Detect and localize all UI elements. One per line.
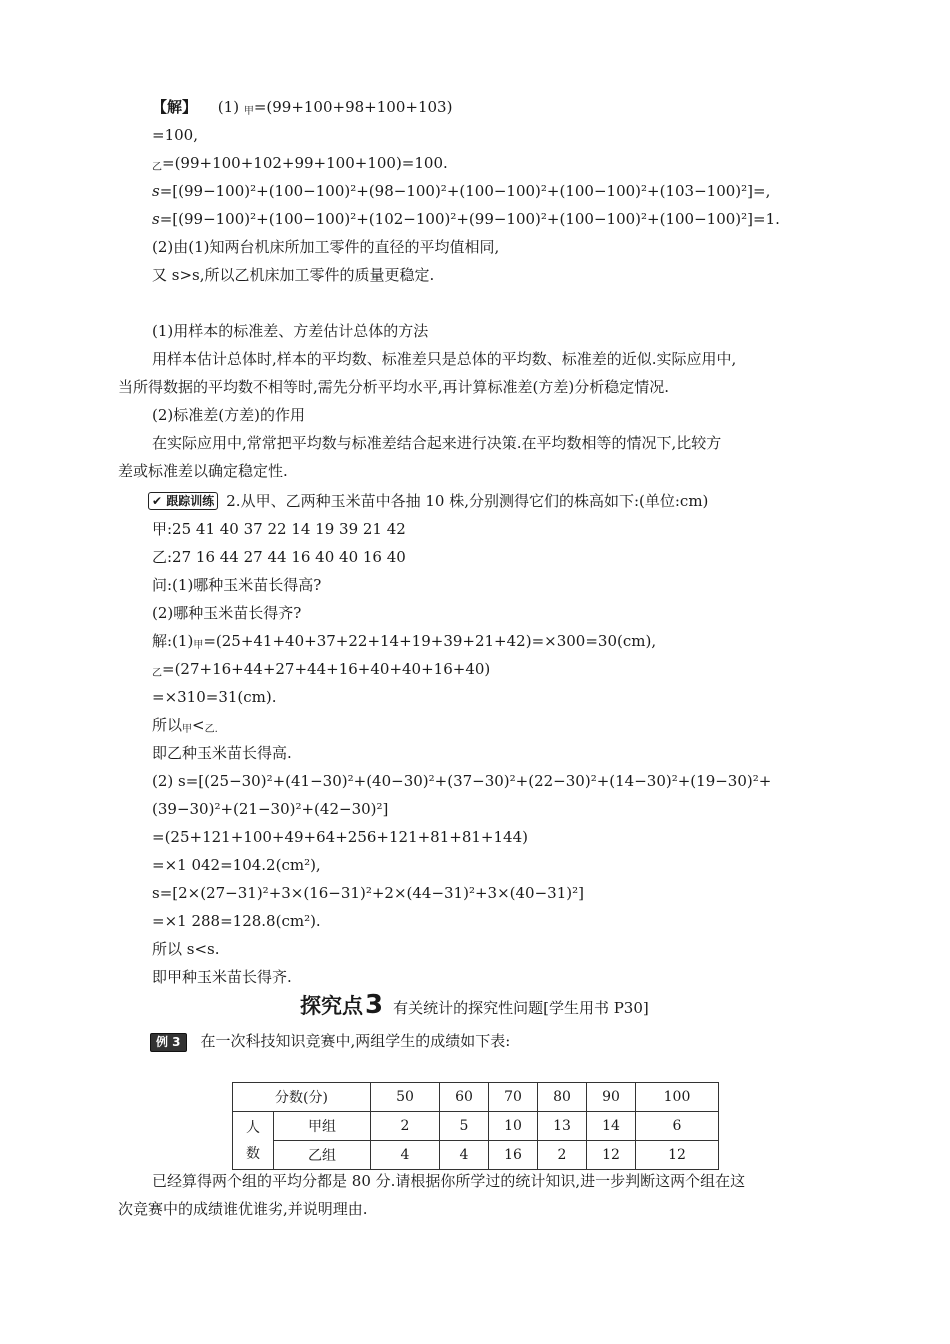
table-cell: 5 <box>440 1112 489 1141</box>
table-cell: 14 <box>587 1112 636 1141</box>
answer-line-7: (39−30)²+(21−30)²+(42−30)²] <box>152 800 389 818</box>
example-line <box>150 1030 850 1052</box>
table-header-cell: 50 <box>371 1083 440 1112</box>
closing-line-2: 次竞赛中的成绩谁优谁劣,并说明理由. <box>118 1200 368 1218</box>
table-cell: 4 <box>440 1141 489 1170</box>
note-text-1b: 当所得数据的平均数不相等时,需先分析平均水平,再计算标准差(方差)分析稳定情况. <box>118 378 670 396</box>
variance-expr-yi: =[(99−100)²+(100−100)²+(102−100)²+(99−100)²+(100−100)²+(100−100)²]=1. <box>159 210 780 228</box>
subscript-yi: 乙 <box>152 162 162 173</box>
solution-line-4 <box>152 180 852 202</box>
section-number: 3 <box>365 990 384 1020</box>
answer-expr-2: =(27+16+44+27+44+16+40+40+16+40) <box>162 660 491 678</box>
table-header-cell: 100 <box>636 1083 719 1112</box>
row-group-label-top: 人 <box>246 1119 260 1136</box>
section-title <box>300 990 649 1020</box>
table-header-row <box>233 1083 719 1112</box>
note-heading-2: (2)标准差(方差)的作用 <box>152 406 305 424</box>
table-header-cell: 70 <box>489 1083 538 1112</box>
answer-line-3: =×310=31(cm). <box>152 688 277 706</box>
subscript-jia: 甲 <box>193 640 204 651</box>
table-row <box>233 1112 719 1141</box>
solution-line-2: =100, <box>152 126 198 144</box>
solution-line-3 <box>152 152 852 177</box>
note-text-2a: 在实际应用中,常常把平均数与标准差结合起来进行决策.在平均数相等的情况下,比较方 <box>152 434 722 452</box>
scores-table <box>232 1082 719 1170</box>
practice-badge <box>148 492 218 510</box>
subscript-yi: 乙 <box>152 668 162 679</box>
table-header-cell: 60 <box>440 1083 489 1112</box>
subscript-jia: 甲 <box>243 106 254 117</box>
solution-line-1 <box>152 96 852 121</box>
answer-line-11: =×1 288=128.8(cm²). <box>152 912 321 930</box>
answer-expr-1: =(25+41+40+37+22+14+19+39+21+42)=×300=30(cm), <box>203 632 657 650</box>
answer-line-5: 即乙种玉米苗长得高. <box>152 744 292 762</box>
note-text-1a: 用样本估计总体时,样本的平均数、标准差只是总体的平均数、标准差的近似.实际应用中, <box>152 350 737 368</box>
answer-prefix: 解:(1) <box>152 632 194 650</box>
example-badge: 例 3 <box>150 1033 187 1052</box>
data-row-yi: 乙:27 16 44 27 44 16 40 40 16 40 <box>152 548 406 566</box>
ask-line-2: (2)哪种玉米苗长得齐? <box>152 604 302 622</box>
data-row-jia: 甲:25 41 40 37 22 14 19 39 21 42 <box>152 520 406 538</box>
practice-question <box>148 490 848 512</box>
answer-line-2 <box>152 658 852 683</box>
variance-expr-jia: =[(99−100)²+(100−100)²+(98−100)²+(100−100)²+(100−100)²+(103−100)²]=, <box>159 182 771 200</box>
answer-line-10: s=[2×(27−31)²+3×(16−31)²+2×(44−31)²+3×(40−31)²] <box>152 884 584 902</box>
answer-line-4 <box>152 714 852 739</box>
variance-symbol: s <box>152 210 160 228</box>
answer-line-6: (2) s=[(25−30)²+(41−30)²+(40−30)²+(37−30)²+(22−30)²+(14−30)²+(19−30)²+ <box>152 772 772 790</box>
group-a-label: 甲组 <box>274 1112 371 1141</box>
ask-line-1: 问:(1)哪种玉米苗长得高? <box>152 576 322 594</box>
table-cell: 2 <box>538 1141 587 1170</box>
table-header-label: 分数(分) <box>233 1083 371 1112</box>
table-cell: 4 <box>371 1141 440 1170</box>
subscript-jia: 甲 <box>182 724 193 735</box>
practice-question-text: 2.从甲、乙两种玉米苗中各抽 10 株,分别测得它们的株高如下:(单位:cm) <box>226 492 709 510</box>
note-heading-1: (1)用样本的标准差、方差估计总体的方法 <box>152 322 429 340</box>
table-cell: 2 <box>371 1112 440 1141</box>
example-text: 在一次科技知识竞赛中,两组学生的成绩如下表: <box>200 1032 511 1050</box>
row-group-label-bottom: 数 <box>246 1145 260 1162</box>
section-subtitle: 有关统计的探究性问题[学生用书 P30] <box>393 999 649 1017</box>
practice-badge-label: 跟踪训练 <box>166 494 215 508</box>
note-text-2b: 差或标准差以确定稳定性. <box>118 462 288 480</box>
table-header-cell: 90 <box>587 1083 636 1112</box>
table-row <box>233 1141 719 1170</box>
subscript-yi: 乙. <box>204 724 218 735</box>
answer-line-9: =×1 042=104.2(cm²), <box>152 856 321 874</box>
solution-expr-3: =(99+100+102+99+100+100)=100. <box>162 154 448 172</box>
table-cell: 6 <box>636 1112 719 1141</box>
answer-line-12: 所以 s<s. <box>152 940 220 958</box>
answer-line-13: 即甲种玉米苗长得齐. <box>152 968 292 986</box>
solution-line-5 <box>152 208 852 230</box>
answer-line-1 <box>152 630 852 655</box>
group-b-label: 乙组 <box>274 1141 371 1170</box>
variance-symbol: s <box>152 182 160 200</box>
table-cell: 16 <box>489 1141 538 1170</box>
section-title-label: 探究点 <box>300 994 363 1018</box>
table-header-cell: 80 <box>538 1083 587 1112</box>
answer-line-8: =(25+121+100+49+64+256+121+81+81+144) <box>152 828 528 846</box>
table-cell: 13 <box>538 1112 587 1141</box>
check-icon: ✔ <box>152 494 163 508</box>
solution-expr-1: =(99+100+98+100+103) <box>253 98 453 116</box>
table-cell: 12 <box>587 1141 636 1170</box>
answer-conclusion-prefix: 所以 <box>152 716 183 734</box>
solution-head: 【解】 <box>152 98 198 116</box>
table-cell: 10 <box>489 1112 538 1141</box>
closing-line-1: 已经算得两个组的平均分都是 80 分.请根据你所学过的统计知识,进一步判断这两个组在这 <box>152 1172 746 1190</box>
solution-line-7: 又 s>s,所以乙机床加工零件的质量更稳定. <box>152 266 435 284</box>
row-group-label <box>233 1112 274 1170</box>
less-than-sign: < <box>192 716 205 734</box>
table-cell: 12 <box>636 1141 719 1170</box>
solution-part-1: (1) <box>217 98 244 116</box>
solution-line-6: (2)由(1)知两台机床所加工零件的直径的平均值相同, <box>152 238 500 256</box>
